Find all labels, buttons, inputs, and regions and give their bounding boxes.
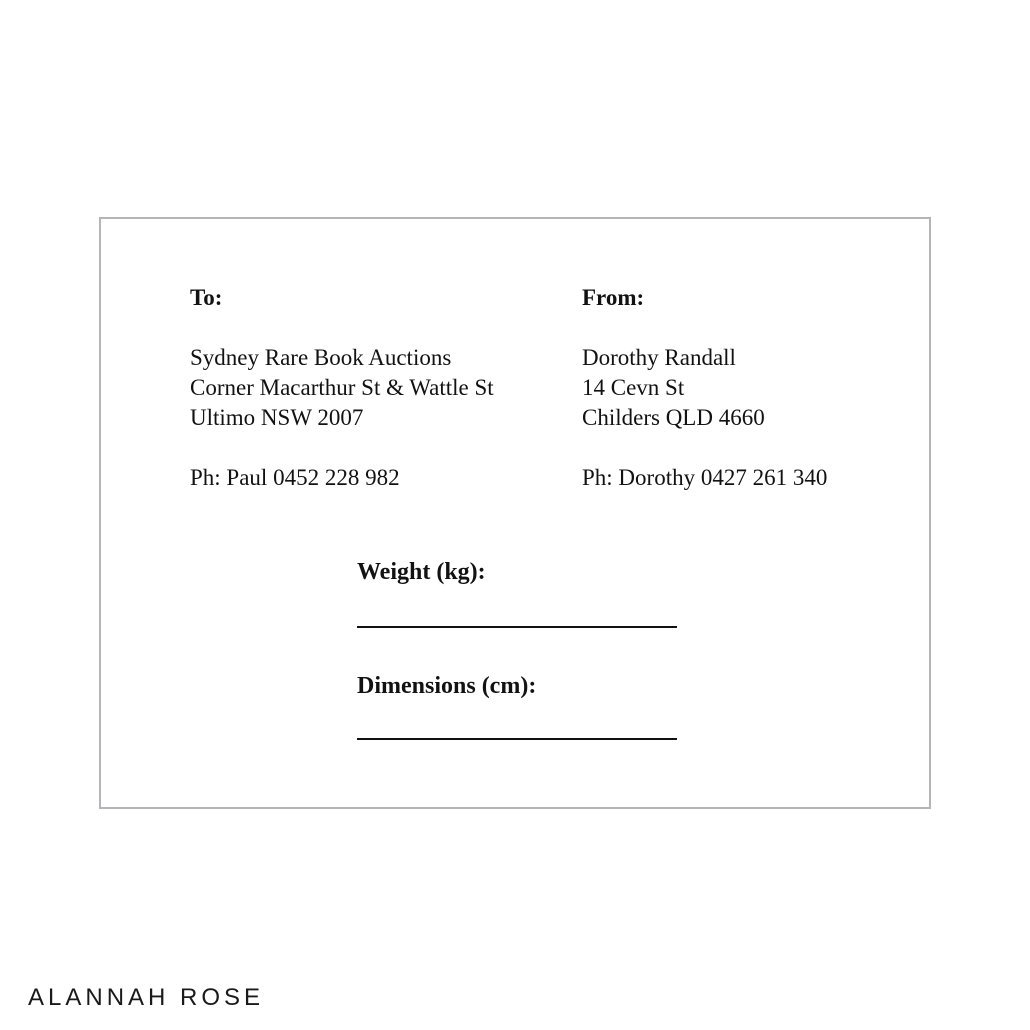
to-phone: Ph: Paul 0452 228 982	[190, 465, 400, 490]
from-section	[582, 283, 827, 493]
dimensions-fill-line	[357, 738, 677, 740]
to-label: To:	[190, 285, 223, 310]
from-address-line: Dorothy Randall	[582, 345, 736, 370]
from-address-line: 14 Cevn St	[582, 375, 685, 400]
to-address-line: Ultimo NSW 2007	[190, 405, 364, 430]
from-label: From:	[582, 285, 645, 310]
from-phone: Ph: Dorothy 0427 261 340	[582, 465, 828, 490]
to-address-line: Corner Macarthur St & Wattle St	[190, 375, 494, 400]
shipping-label-card	[99, 217, 931, 809]
dimensions-field-label: Dimensions (cm):	[357, 673, 537, 699]
from-address-line: Childers QLD 4660	[582, 405, 765, 430]
weight-field-label: Weight (kg):	[357, 559, 486, 585]
brand-logo: ALANNAH ROSE	[28, 984, 265, 1011]
to-section	[190, 283, 494, 493]
weight-fill-line	[357, 626, 677, 628]
to-address-line: Sydney Rare Book Auctions	[190, 345, 452, 370]
